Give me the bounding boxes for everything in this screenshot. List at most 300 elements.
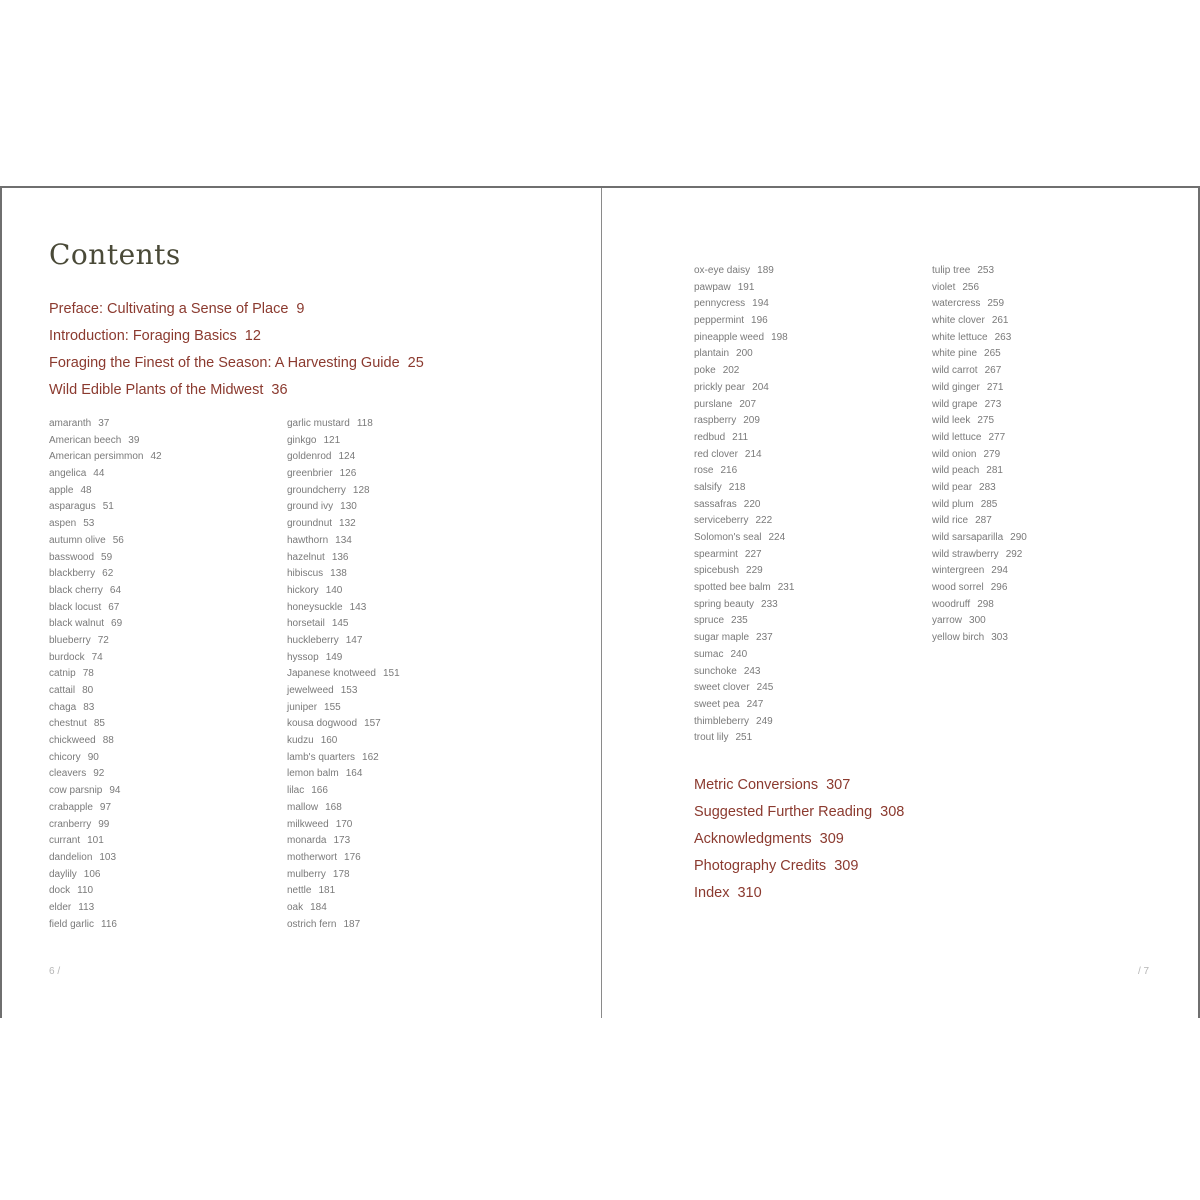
plant-entry-title: oak bbox=[287, 901, 304, 913]
plant-entry-page-number: 249 bbox=[756, 715, 773, 727]
plant-entry-title: garlic mustard bbox=[287, 418, 350, 429]
plant-entry-page-number: 214 bbox=[744, 448, 762, 460]
plant-entry-title: nettle bbox=[287, 885, 312, 897]
plant-entry-title: cow parsnip bbox=[49, 785, 103, 797]
plant-entry-title: cranberry bbox=[49, 818, 92, 830]
plant-entry-title: thimbleberry bbox=[694, 715, 750, 727]
plant-entry-page-number: 196 bbox=[751, 315, 768, 327]
plant-entry-title: ginkgo bbox=[287, 434, 317, 446]
plant-entry-page-number: 218 bbox=[728, 481, 746, 493]
plant-entry-page-number: 231 bbox=[777, 582, 795, 594]
plant-entry-page-number: 42 bbox=[150, 451, 162, 463]
plant-entry-page-number: 292 bbox=[1005, 548, 1023, 560]
plant-entry-page-number: 181 bbox=[318, 885, 336, 897]
plant-entry-title: groundcherry bbox=[287, 484, 346, 496]
plant-entry-title: yellow birch bbox=[932, 632, 985, 644]
plant-entry bbox=[694, 263, 794, 280]
plant-entry bbox=[49, 766, 162, 783]
plant-entry-page-number: 103 bbox=[99, 851, 117, 863]
plant-entry-page-number: 237 bbox=[756, 632, 773, 644]
plant-entry bbox=[49, 416, 162, 433]
plant-entry bbox=[932, 330, 1027, 347]
back-matter-list bbox=[694, 772, 904, 907]
plant-entry-page-number: 240 bbox=[730, 648, 748, 660]
contents-entry-page-number: 36 bbox=[271, 382, 288, 398]
plant-entry-page-number: 290 bbox=[1010, 532, 1027, 543]
plant-entry-page-number: 256 bbox=[962, 281, 980, 293]
plant-entry-title: currant bbox=[49, 835, 81, 847]
plant-entry bbox=[287, 616, 400, 633]
plant-entry bbox=[694, 714, 794, 731]
plant-entry-title: pawpaw bbox=[694, 281, 731, 293]
plant-entry bbox=[932, 597, 1027, 614]
plant-entry bbox=[49, 550, 162, 567]
plant-entry-title: pineapple weed bbox=[694, 331, 765, 343]
plant-entry-title: black cherry bbox=[49, 584, 103, 596]
plant-entry-page-number: 173 bbox=[333, 835, 351, 847]
plant-entry-page-number: 220 bbox=[743, 498, 761, 510]
plant-entry-page-number: 176 bbox=[344, 851, 361, 863]
contents-entry-page-number: 9 bbox=[296, 301, 305, 317]
plant-entry-title: wild onion bbox=[932, 448, 977, 460]
plant-entry bbox=[694, 346, 794, 363]
plant-entry bbox=[932, 430, 1027, 447]
plant-entry bbox=[287, 583, 400, 600]
plant-entry-title: blackberry bbox=[49, 568, 96, 580]
plant-entry-page-number: 130 bbox=[340, 501, 357, 513]
plant-entry-title: ground ivy bbox=[287, 501, 334, 513]
plant-entry-title: spruce bbox=[694, 615, 725, 627]
contents-entry bbox=[49, 296, 424, 323]
plant-entry bbox=[932, 346, 1027, 363]
plant-entry-title: red clover bbox=[694, 448, 738, 460]
plant-entry-title: motherwort bbox=[287, 851, 338, 863]
plant-entry bbox=[49, 449, 162, 466]
plant-entry-page-number: 90 bbox=[87, 751, 99, 763]
plant-entry bbox=[287, 750, 400, 767]
plant-entry-title: black locust bbox=[49, 601, 102, 613]
plant-entry-page-number: 56 bbox=[112, 534, 124, 546]
plant-entry-page-number: 211 bbox=[732, 431, 749, 443]
plant-entry-page-number: 101 bbox=[87, 835, 104, 847]
plant-entry bbox=[287, 867, 400, 884]
plant-entry bbox=[932, 530, 1027, 547]
plant-entry-page-number: 235 bbox=[731, 615, 748, 627]
plant-entry-page-number: 283 bbox=[979, 481, 996, 493]
plant-entry-page-number: 275 bbox=[977, 415, 995, 427]
plant-entry-title: pennycress bbox=[694, 298, 746, 310]
plant-entry bbox=[932, 547, 1027, 564]
plant-entry-title: purslane bbox=[694, 398, 733, 410]
plant-entry bbox=[694, 380, 794, 397]
plant-entry-title: dock bbox=[49, 885, 71, 897]
plant-entry bbox=[287, 533, 400, 550]
contents-entry-title: Wild Edible Plants of the Midwest bbox=[49, 382, 264, 398]
plant-entry bbox=[49, 516, 162, 533]
plant-entry bbox=[932, 313, 1027, 330]
plant-entry-title: wild plum bbox=[932, 498, 974, 510]
plant-entry-page-number: 53 bbox=[83, 518, 95, 530]
plant-entry bbox=[694, 296, 794, 313]
plant-entry-title: honeysuckle bbox=[287, 601, 343, 613]
plant-entry bbox=[694, 463, 794, 480]
back-matter-entry-title: Index bbox=[694, 885, 730, 901]
plant-entry-page-number: 222 bbox=[755, 515, 773, 527]
plant-entry-title: mulberry bbox=[287, 868, 326, 880]
plant-entry-page-number: 184 bbox=[310, 901, 327, 913]
plant-entry-page-number: 155 bbox=[324, 701, 341, 713]
plant-entry bbox=[694, 647, 794, 664]
plant-list-col4 bbox=[932, 263, 1027, 647]
plant-entry bbox=[49, 650, 162, 667]
plant-entry-title: plantain bbox=[694, 348, 730, 360]
plant-entry bbox=[287, 566, 400, 583]
plant-entry bbox=[287, 416, 400, 433]
plant-entry bbox=[932, 296, 1027, 313]
plant-entry-page-number: 134 bbox=[335, 534, 352, 546]
plant-entry-title: wild rice bbox=[932, 515, 969, 527]
plant-entry-page-number: 194 bbox=[752, 298, 769, 310]
plant-entry bbox=[694, 697, 794, 714]
plant-entry bbox=[287, 766, 400, 783]
plant-entry bbox=[694, 597, 794, 614]
plant-entry-page-number: 64 bbox=[109, 584, 122, 596]
plant-entry-title: salsify bbox=[694, 481, 722, 493]
back-matter-entry-title: Photography Credits bbox=[694, 858, 827, 874]
plant-entry-title: aspen bbox=[49, 518, 77, 530]
plant-entry-page-number: 37 bbox=[98, 418, 110, 429]
plant-entry bbox=[694, 447, 794, 464]
plant-entry-title: field garlic bbox=[49, 918, 95, 930]
plant-entry bbox=[694, 513, 794, 530]
plant-entry-title: sassafras bbox=[694, 498, 737, 510]
plant-entry-title: juniper bbox=[287, 701, 318, 713]
plant-entry-title: huckleberry bbox=[287, 634, 339, 646]
plant-entry-title: wild leek bbox=[932, 415, 971, 427]
plant-entry-page-number: 162 bbox=[362, 751, 379, 763]
plant-entry-title: horsetail bbox=[287, 618, 325, 630]
plant-entry-title: ox-eye daisy bbox=[694, 265, 751, 276]
plant-entry-title: angelica bbox=[49, 468, 87, 480]
plant-entry-page-number: 59 bbox=[101, 551, 113, 563]
plant-entry-page-number: 48 bbox=[80, 484, 92, 496]
plant-entry-page-number: 233 bbox=[761, 598, 778, 610]
plant-entry-page-number: 128 bbox=[352, 484, 370, 496]
plant-entry bbox=[49, 666, 162, 683]
plant-entry-page-number: 69 bbox=[111, 618, 123, 630]
plant-entry bbox=[932, 280, 1027, 297]
plant-list-col2 bbox=[287, 416, 400, 933]
plant-entry bbox=[49, 716, 162, 733]
plant-entry-title: peppermint bbox=[694, 315, 745, 327]
plant-entry-title: sunchoke bbox=[694, 665, 737, 677]
plant-entry-page-number: 281 bbox=[986, 465, 1003, 477]
plant-entry bbox=[287, 600, 400, 617]
plant-entry-page-number: 200 bbox=[736, 348, 753, 360]
contents-entry-title: Preface: Cultivating a Sense of Place bbox=[49, 301, 289, 317]
plant-entry bbox=[694, 580, 794, 597]
plant-entry-title: chestnut bbox=[49, 718, 87, 730]
plant-entry-page-number: 279 bbox=[983, 448, 1001, 460]
plant-entry-title: lilac bbox=[287, 785, 305, 797]
plant-entry bbox=[49, 433, 162, 450]
back-matter-entry bbox=[694, 826, 904, 853]
contents-entry-title: Foraging the Finest of the Season: A Harvesting Guide bbox=[49, 355, 400, 371]
plant-entry-title: milkweed bbox=[287, 818, 329, 830]
plant-entry bbox=[49, 583, 162, 600]
back-matter-entry-title: Acknowledgments bbox=[694, 831, 812, 847]
plant-entry-title: asparagus bbox=[49, 501, 96, 513]
plant-entry-page-number: 178 bbox=[332, 868, 350, 880]
book-spread bbox=[0, 186, 1200, 1018]
plant-entry-title: dandelion bbox=[49, 851, 93, 863]
plant-entry bbox=[287, 683, 400, 700]
plant-entry-page-number: 160 bbox=[320, 735, 338, 747]
plant-entry bbox=[287, 733, 400, 750]
plant-entry-title: wintergreen bbox=[932, 565, 985, 577]
plant-entry-page-number: 143 bbox=[349, 601, 367, 613]
plant-entry-title: hyssop bbox=[287, 651, 319, 663]
plant-entry-title: white clover bbox=[932, 315, 985, 327]
plant-entry-page-number: 303 bbox=[991, 632, 1008, 644]
plant-entry-title: daylily bbox=[49, 868, 77, 880]
plant-entry-title: violet bbox=[932, 281, 956, 293]
right-page bbox=[602, 188, 1200, 1018]
plant-entry bbox=[287, 900, 400, 917]
plant-entry-title: blueberry bbox=[49, 634, 91, 646]
plant-entry bbox=[287, 466, 400, 483]
plant-entry bbox=[694, 680, 794, 697]
plant-entry-title: wild carrot bbox=[932, 365, 978, 377]
plant-entry-title: hawthorn bbox=[287, 534, 329, 546]
plant-list-col3 bbox=[694, 263, 794, 747]
plant-entry-page-number: 189 bbox=[757, 265, 774, 276]
plant-entry-title: amaranth bbox=[49, 418, 92, 429]
plant-entry bbox=[287, 817, 400, 834]
plant-entry bbox=[49, 499, 162, 516]
plant-entry-title: cattail bbox=[49, 685, 76, 696]
plant-entry-page-number: 88 bbox=[102, 735, 114, 747]
plant-entry bbox=[932, 363, 1027, 380]
plant-entry-page-number: 204 bbox=[752, 381, 769, 393]
plant-entry bbox=[49, 917, 162, 934]
left-page bbox=[0, 188, 602, 1018]
plant-entry bbox=[932, 380, 1027, 397]
plant-entry-page-number: 261 bbox=[991, 315, 1009, 327]
plant-entry-title: catnip bbox=[49, 668, 76, 680]
contents-entry-page-number: 25 bbox=[407, 355, 424, 371]
plant-entry-page-number: 136 bbox=[331, 551, 349, 563]
plant-entry-title: redbud bbox=[694, 431, 726, 443]
plant-entry-title: crabapple bbox=[49, 801, 93, 813]
plant-entry bbox=[287, 483, 400, 500]
plant-entry-title: goldenrod bbox=[287, 451, 332, 463]
plant-entry bbox=[932, 563, 1027, 580]
plant-entry-page-number: 116 bbox=[101, 918, 117, 930]
plant-entry-title: wild peach bbox=[932, 465, 980, 477]
plant-entry-title: apple bbox=[49, 484, 74, 496]
contents-entry bbox=[49, 323, 424, 350]
plant-entry-page-number: 209 bbox=[743, 415, 760, 427]
plant-entry-title: sweet clover bbox=[694, 682, 750, 694]
plant-entry-page-number: 300 bbox=[969, 615, 986, 627]
plant-entry-title: ostrich fern bbox=[287, 918, 337, 930]
plant-entry bbox=[932, 263, 1027, 280]
contents-entry-page-number: 12 bbox=[244, 328, 261, 344]
plant-entry bbox=[287, 917, 400, 934]
plant-entry-page-number: 106 bbox=[83, 868, 101, 880]
plant-entry bbox=[49, 783, 162, 800]
back-matter-entry bbox=[694, 772, 904, 799]
plant-entry-page-number: 277 bbox=[988, 431, 1006, 443]
plant-entry-title: white pine bbox=[932, 348, 978, 360]
contents-entry bbox=[49, 350, 424, 377]
plant-entry-page-number: 296 bbox=[990, 582, 1008, 594]
plant-entry-title: American persimmon bbox=[49, 451, 144, 463]
plant-entry bbox=[694, 497, 794, 514]
plant-entry-title: hibiscus bbox=[287, 568, 324, 580]
plant-entry bbox=[932, 580, 1027, 597]
plant-entry bbox=[932, 513, 1027, 530]
plant-entry-title: autumn olive bbox=[49, 534, 106, 546]
plant-entry-page-number: 245 bbox=[756, 682, 774, 694]
plant-entry bbox=[694, 563, 794, 580]
plant-entry bbox=[932, 480, 1027, 497]
folio-right: / 7 bbox=[1138, 966, 1150, 977]
plant-entry-page-number: 168 bbox=[325, 801, 342, 813]
plant-entry-page-number: 229 bbox=[746, 565, 763, 577]
plant-entry-title: raspberry bbox=[694, 415, 737, 427]
plant-entry bbox=[287, 550, 400, 567]
plant-entry bbox=[49, 817, 162, 834]
back-matter-entry-page-number: 308 bbox=[880, 804, 905, 820]
plant-entry-page-number: 207 bbox=[739, 398, 757, 410]
plant-entry-title: black walnut bbox=[49, 618, 105, 630]
plant-entry-page-number: 153 bbox=[340, 685, 358, 696]
back-matter-entry-page-number: 309 bbox=[819, 831, 844, 847]
plant-entry-page-number: 265 bbox=[984, 348, 1001, 360]
plant-entry bbox=[694, 613, 794, 630]
plant-entry-page-number: 72 bbox=[97, 634, 109, 646]
plant-entry-page-number: 247 bbox=[746, 698, 764, 710]
plant-entry bbox=[694, 313, 794, 330]
plant-entry-page-number: 267 bbox=[984, 365, 1002, 377]
plant-entry-title: groundnut bbox=[287, 518, 333, 530]
plant-entry-page-number: 51 bbox=[102, 501, 114, 513]
plant-entry bbox=[287, 516, 400, 533]
plant-entry bbox=[49, 633, 162, 650]
plant-entry-title: serviceberry bbox=[694, 515, 749, 527]
back-matter-entry-title: Suggested Further Reading bbox=[694, 804, 873, 820]
plant-entry-page-number: 224 bbox=[768, 532, 786, 543]
plant-entry-title: wild lettuce bbox=[932, 431, 982, 443]
plant-entry-title: watercress bbox=[932, 298, 981, 310]
plant-entry bbox=[287, 449, 400, 466]
plant-entry bbox=[694, 330, 794, 347]
plant-entry-title: American beech bbox=[49, 434, 122, 446]
plant-entry-page-number: 166 bbox=[311, 785, 328, 797]
plant-entry-page-number: 132 bbox=[339, 518, 356, 530]
plant-entry-page-number: 78 bbox=[82, 668, 94, 680]
plant-entry bbox=[287, 883, 400, 900]
plant-entry bbox=[49, 850, 162, 867]
back-matter-entry-page-number: 310 bbox=[737, 885, 762, 901]
plant-entry bbox=[287, 800, 400, 817]
plant-entry bbox=[49, 867, 162, 884]
plant-entry bbox=[287, 716, 400, 733]
plant-entry bbox=[694, 363, 794, 380]
plant-entry bbox=[932, 413, 1027, 430]
plant-entry-page-number: 202 bbox=[722, 365, 740, 377]
plant-entry-page-number: 271 bbox=[986, 381, 1004, 393]
plant-entry-title: prickly pear bbox=[694, 381, 746, 393]
plant-entry-page-number: 140 bbox=[325, 584, 343, 596]
plant-entry-title: lamb's quarters bbox=[287, 751, 356, 763]
plant-entry bbox=[694, 397, 794, 414]
plant-entry bbox=[49, 833, 162, 850]
plant-entry bbox=[287, 850, 400, 867]
plant-entry-page-number: 85 bbox=[93, 718, 105, 730]
plant-entry bbox=[932, 613, 1027, 630]
plant-entry-title: poke bbox=[694, 365, 716, 377]
plant-entry-title: wild pear bbox=[932, 481, 973, 493]
plant-entry-title: cleavers bbox=[49, 768, 87, 780]
plant-entry bbox=[287, 433, 400, 450]
plant-entry-page-number: 157 bbox=[364, 718, 381, 730]
plant-entry-page-number: 251 bbox=[735, 732, 753, 744]
plant-entry bbox=[694, 413, 794, 430]
plant-entry-title: sumac bbox=[694, 648, 724, 660]
plant-entry-title: jewelweed bbox=[287, 685, 334, 696]
plant-entry-page-number: 138 bbox=[330, 568, 347, 580]
plant-entry bbox=[694, 664, 794, 681]
plant-entry-page-number: 92 bbox=[93, 768, 105, 780]
plant-entry-title: chaga bbox=[49, 701, 77, 713]
plant-entry-page-number: 298 bbox=[977, 598, 994, 610]
plant-entry bbox=[49, 466, 162, 483]
plant-entry bbox=[932, 463, 1027, 480]
plant-entry-title: spicebush bbox=[694, 565, 740, 577]
plant-entry-page-number: 99 bbox=[98, 818, 110, 830]
plant-entry-page-number: 149 bbox=[325, 651, 343, 663]
plant-entry-page-number: 62 bbox=[102, 568, 114, 580]
plant-entry bbox=[49, 733, 162, 750]
back-matter-entry-page-number: 307 bbox=[826, 777, 851, 793]
plant-entry bbox=[932, 397, 1027, 414]
plant-entry-page-number: 151 bbox=[382, 668, 400, 680]
plant-entry-title: sweet pea bbox=[694, 698, 740, 710]
plant-entry-title: wild strawberry bbox=[932, 548, 999, 560]
plant-entry-page-number: 97 bbox=[99, 801, 112, 813]
plant-entry bbox=[49, 566, 162, 583]
plant-entry bbox=[49, 616, 162, 633]
plant-entry-page-number: 145 bbox=[331, 618, 349, 630]
folio-left: 6 / bbox=[49, 966, 61, 977]
back-matter-entry bbox=[694, 799, 904, 826]
plant-entry-title: kousa dogwood bbox=[287, 718, 358, 730]
plant-entry-page-number: 44 bbox=[93, 468, 105, 480]
plant-entry bbox=[287, 650, 400, 667]
plant-entry-page-number: 287 bbox=[975, 515, 992, 527]
plant-entry-title: white lettuce bbox=[932, 331, 988, 343]
plant-entry-title: chicory bbox=[49, 751, 81, 763]
plant-entry bbox=[49, 483, 162, 500]
plant-entry-page-number: 273 bbox=[984, 398, 1002, 410]
main-contents-list bbox=[49, 296, 424, 404]
plant-entry-title: woodruff bbox=[932, 598, 971, 610]
plant-entry-page-number: 67 bbox=[108, 601, 120, 613]
page-title: Contents bbox=[49, 238, 181, 271]
